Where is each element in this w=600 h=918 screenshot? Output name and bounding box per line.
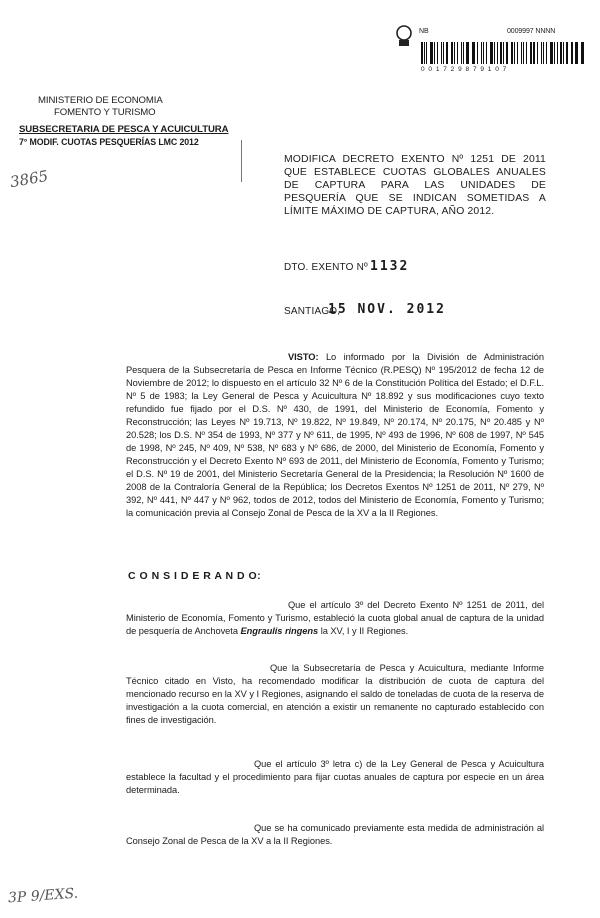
- considerando-p4: Que se ha comunicado previamente esta medida de administración al Consejo Zonal de Pesca de la XV a la II Regiones.: [126, 823, 544, 846]
- stamp-code-right: 0009997 NNNN: [507, 28, 556, 35]
- visto-label: VISTO:: [288, 352, 319, 362]
- visto-text: Lo informado por la División de Administración Pesquera de la Subsecretaría de Pesca en Informe Técnico (R.PESQ) Nº 195/2012 de fecha 12 de Noviembre de 2012; lo dispuesto en el artículo 32 Nº 6 de la Constitución Política del Estado; el D.F.L. Nº 5 de 1983; la Ley General de Pesca y Acuicultura Nº 18.892 y sus modificaciones cuyo texto refundido fue fijado por el D.S. Nº 430, de 1991, del Ministerio de Economía, Fomento y Reconstrucción; las Leyes Nº 19.713, Nº 19.822, Nº 19.849, Nº 20.174, Nº 20.175, Nº 20.485 y Nº 20.528; los D.S. Nº 354 de 1993, Nº 377 y Nº 611, de 1995, Nº 493 de 1996, Nº 608 de 1997, Nº 545 de 1998, Nº 245, Nº 409, Nº 538, Nº 683 y Nº 686, de 2000, del Ministerio de Economía, Fomento y Reconstrucción y el Decreto Exento Nº 693 de 2011, del Ministerio de Economía, Fomento y Turismo; el D.S. Nº 19 de 2001, del Ministerio Secretaría General de la Presidencia; la Resolución Nº 1600 de 2008 de la Contraloría General de la República; los Decretos Exentos Nº 1251 de 2011, Nº 279, Nº 392, Nº 441, Nº 447 y Nº 962, todos de 2012, todos del Ministerio de Economía, Fomento y Turismo; la comunicación previa al Consejo Zonal de Pesca de la XV a la II Regiones.: [126, 352, 544, 518]
- considerando-heading: C O N S I D E R A N D O:: [128, 570, 262, 582]
- handwritten-margin-number: 3865: [8, 166, 50, 192]
- seal-icon: [395, 24, 413, 50]
- decree-label: DTO. EXENTO Nº: [284, 262, 368, 273]
- handwritten-bottom-note: 3P 9/EXS.: [7, 885, 79, 907]
- ministry-subname: FOMENTO Y TURISMO: [54, 107, 156, 118]
- stamp-code-left: NB: [419, 28, 429, 35]
- visto-paragraph: [126, 351, 544, 520]
- considerando-p1-text: Que el artículo 3º del Decreto Exento Nº 1251 de 2011, del Ministerio de Economía, Fomento y Turismo, estableció la cuota global anual de captura de la unidad de pesquería de Anchoveta: [126, 600, 544, 636]
- modification-tag: 7° MODIF. CUOTAS PESQUERÍAS LMC 2012: [19, 137, 199, 147]
- decree-title: MODIFICA DECRETO EXENTO Nº 1251 DE 2011 QUE ESTABLECE CUOTAS GLOBALES ANUALES DE CAPTURA PARA LAS UNIDADES DE PESQUERÍA QUE SE INDICAN SOMETIDAS A LÍMITE MÁXIMO DE CAPTURA, AÑO 2012.: [284, 154, 546, 217]
- considerando-p1: [126, 599, 544, 638]
- subsecretaria-name: SUBSECRETARIA DE PESCA Y ACUICULTURA: [19, 124, 229, 135]
- barcode-digits: 0 0 1 7 2 9 8 7 9 1 0 7: [421, 66, 508, 73]
- decree-number: 1132: [370, 259, 410, 274]
- considerando-p3: Que el artículo 3º letra c) de la Ley General de Pesca y Acuicultura establece la facultad y el procedimiento para fijar cuotas anuales de captura por especie en un área determinada.: [126, 759, 544, 795]
- margin-stroke: [241, 140, 242, 182]
- date-place: SANTIAGO,: [284, 306, 341, 317]
- barcode-icon: [421, 38, 586, 64]
- species-name: Engraulis ringens: [240, 626, 319, 636]
- barcode-stamp: [395, 22, 600, 74]
- decree-date: 15 NOV. 2012: [328, 302, 446, 317]
- considerando-p1-end: la XV, I y II Regiones.: [320, 626, 409, 636]
- ministry-name: MINISTERIO DE ECONOMIA: [38, 95, 163, 106]
- considerando-p2: Que la Subsecretaría de Pesca y Acuicultura, mediante Informe Técnico citado en Visto, ha recomendado modificar la distribución de cuota de captura del mencionado recurso en la XV y I Regiones, asignando el saldo de toneladas de cuota de la reserva de investigación a la cuota comercial, en atención a existir un remanente no capturado establecido con fines de investigación.: [126, 663, 544, 725]
